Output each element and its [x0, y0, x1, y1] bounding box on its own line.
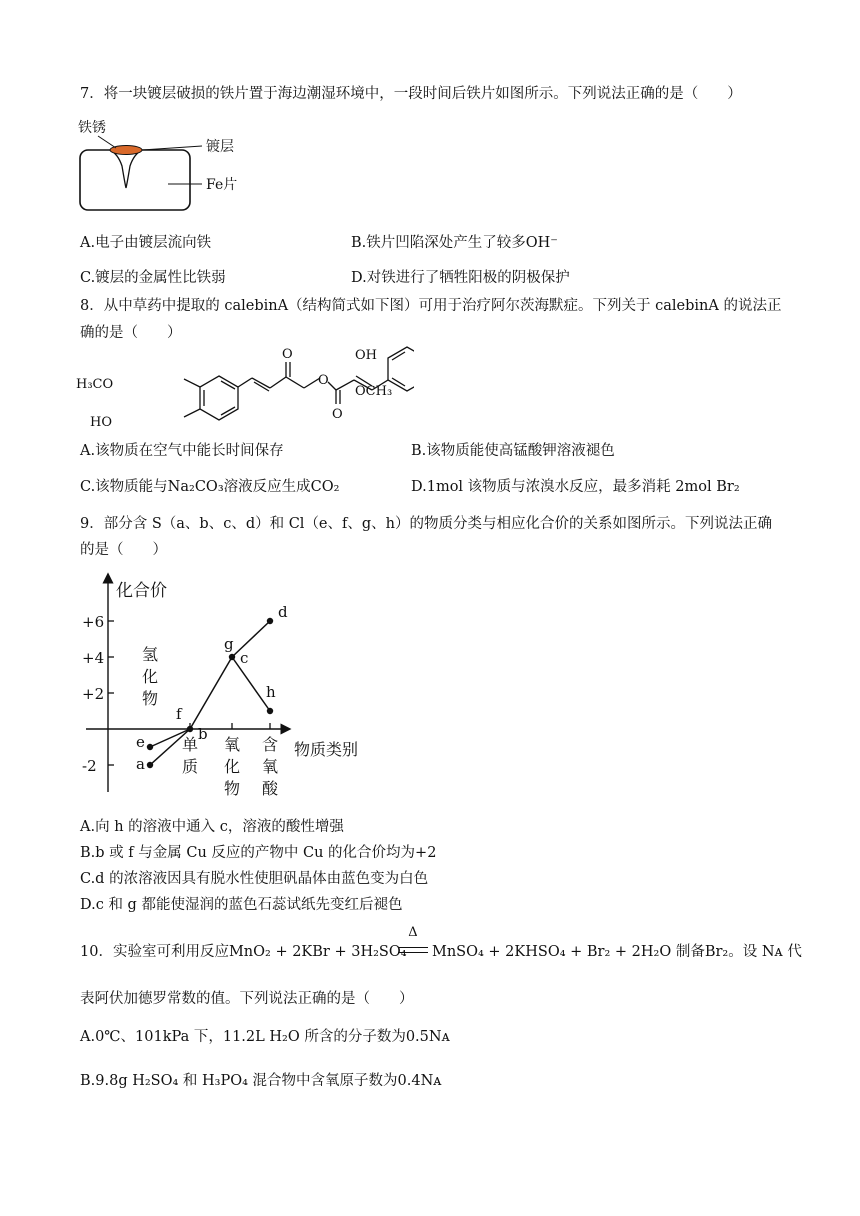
q10-stem-part1: 10．实验室可利用反应MnO₂ + 2KBr + 3H₂SO₄ — [80, 944, 407, 960]
point-e — [147, 744, 153, 750]
q10-stem-line2: 表阿伏加德罗常数的值。下列说法正确的是（ ） — [80, 991, 414, 1007]
q9-stem-line2: 的是（ ） — [80, 542, 167, 558]
point-h — [267, 708, 273, 714]
point-a — [147, 762, 153, 768]
ketone-oxygen-label: O — [282, 347, 293, 362]
q10-option-b[interactable]: B.9.8g H₂SO₄ 和 H₃PO₄ 混合物中含氧原子数为0.4Nᴀ — [80, 1073, 442, 1089]
q8-option-d[interactable]: D.1mol 该物质与浓溴水反应，最多消耗 2mol Br₂ — [411, 479, 740, 495]
q8-option-b[interactable]: B.该物质能使高锰酸钾溶液褪色 — [411, 443, 615, 459]
q9-option-b[interactable]: B.b 或 f 与金属 Cu 反应的产物中 Cu 的化合价均为+2 — [80, 845, 437, 861]
q7-option-d[interactable]: D.对铁进行了牺牲阳极的阴极保护 — [351, 270, 570, 286]
point-label-b: b — [198, 725, 208, 743]
q7-iron-plate-figure — [70, 112, 270, 217]
q10-stem-part2: MnSO₄ + 2KHSO₄ + Br₂ + 2H₂O 制备Br₂。设 Nᴀ 代 — [432, 944, 802, 960]
q9-option-d[interactable]: D.c 和 g 都能使湿润的蓝色石蕊试纸先变红后褪色 — [80, 897, 403, 913]
pit — [110, 150, 142, 188]
ester-oxygen-label: O — [318, 373, 329, 388]
right-methoxy-label: OCH₃ — [355, 384, 393, 399]
q8-option-c[interactable]: C.该物质能与Na₂CO₃溶液反应生成CO₂ — [80, 479, 340, 495]
point-d — [267, 618, 273, 624]
rust-leader — [98, 136, 116, 148]
point-label-f: f — [176, 705, 182, 723]
q9-option-c[interactable]: C.d 的浓溶液因具有脱水性使胆矾晶体由蓝色变为白色 — [80, 871, 429, 887]
point-label-a: a — [136, 755, 145, 773]
q8-stem-line1: 8．从中草药中提取的 calebinA（结构简式如下图）可用于治疗阿尔茨海默症。下列关于 calebinA 的说法正 — [80, 298, 782, 314]
q10-option-a[interactable]: A.0℃、101kPa 下，11.2L H₂O 所含的分子数为0.5Nᴀ — [80, 1029, 450, 1045]
point-label-g: g — [224, 635, 234, 653]
right-hydroxy-label: OH — [355, 348, 377, 363]
left-methoxy-label: H₃CO — [76, 377, 114, 392]
x-axis-label: 物质类别 — [294, 740, 359, 759]
q7-option-c[interactable]: C.镀层的金属性比铁弱 — [80, 270, 226, 286]
q8-option-a[interactable]: A.该物质在空气中能长时间保存 — [80, 443, 284, 459]
q8-stem-line2: 确的是（ ） — [80, 325, 182, 341]
category-label: 氧化物 — [224, 735, 241, 798]
q7-option-a[interactable]: A.电子由镀层流向铁 — [80, 235, 212, 251]
valence-category-chart — [74, 572, 394, 804]
reaction-equals-sign — [398, 947, 428, 953]
q7-option-b[interactable]: B.铁片凹陷深处产生了较多OH⁻ — [351, 235, 558, 251]
iron-plate — [80, 150, 190, 210]
connector-c-h — [232, 657, 270, 711]
category-label: 含氧酸 — [262, 735, 279, 798]
q9-stem-line1: 9．部分含 S（a、b、c、d）和 Cl（e、f、g、h）的物质分类与相应化合价的关系如图所示。下列说法正确 — [80, 516, 773, 532]
fe-label: Fe片 — [206, 177, 238, 193]
y-tick-label: -2 — [82, 757, 97, 775]
q9-option-a[interactable]: A.向 h 的溶液中通入 c，溶液的酸性增强 — [80, 819, 344, 835]
connector-b-c — [190, 657, 232, 729]
left-benzene-ring — [200, 376, 238, 420]
y-axis-label: 化合价 — [116, 581, 167, 601]
y-tick-label: +2 — [82, 685, 105, 703]
connector-g-d — [232, 621, 270, 657]
point-label-d: d — [278, 603, 288, 621]
heat-symbol: Δ — [408, 925, 418, 940]
point-label-h: h — [266, 683, 276, 701]
y-tick-label: +6 — [82, 613, 105, 631]
point-b — [187, 726, 193, 732]
point-c — [229, 654, 235, 660]
point-label-e: e — [136, 733, 145, 751]
category-label: 氢化物 — [142, 645, 159, 708]
coating-label: 镀层 — [206, 139, 234, 155]
category-label: 单质 — [182, 735, 199, 776]
y-tick-label: +4 — [82, 649, 105, 667]
q7-stem: 7．将一块镀层破损的铁片置于海边潮湿环境中，一段时间后铁片如图所示。下列说法正确的是（ ） — [80, 86, 742, 102]
left-hydroxy-label: HO — [90, 415, 112, 430]
rust-label: 铁锈 — [78, 120, 106, 136]
point-label-c: c — [240, 649, 249, 667]
carbonyl-oxygen-label: O — [332, 407, 343, 422]
